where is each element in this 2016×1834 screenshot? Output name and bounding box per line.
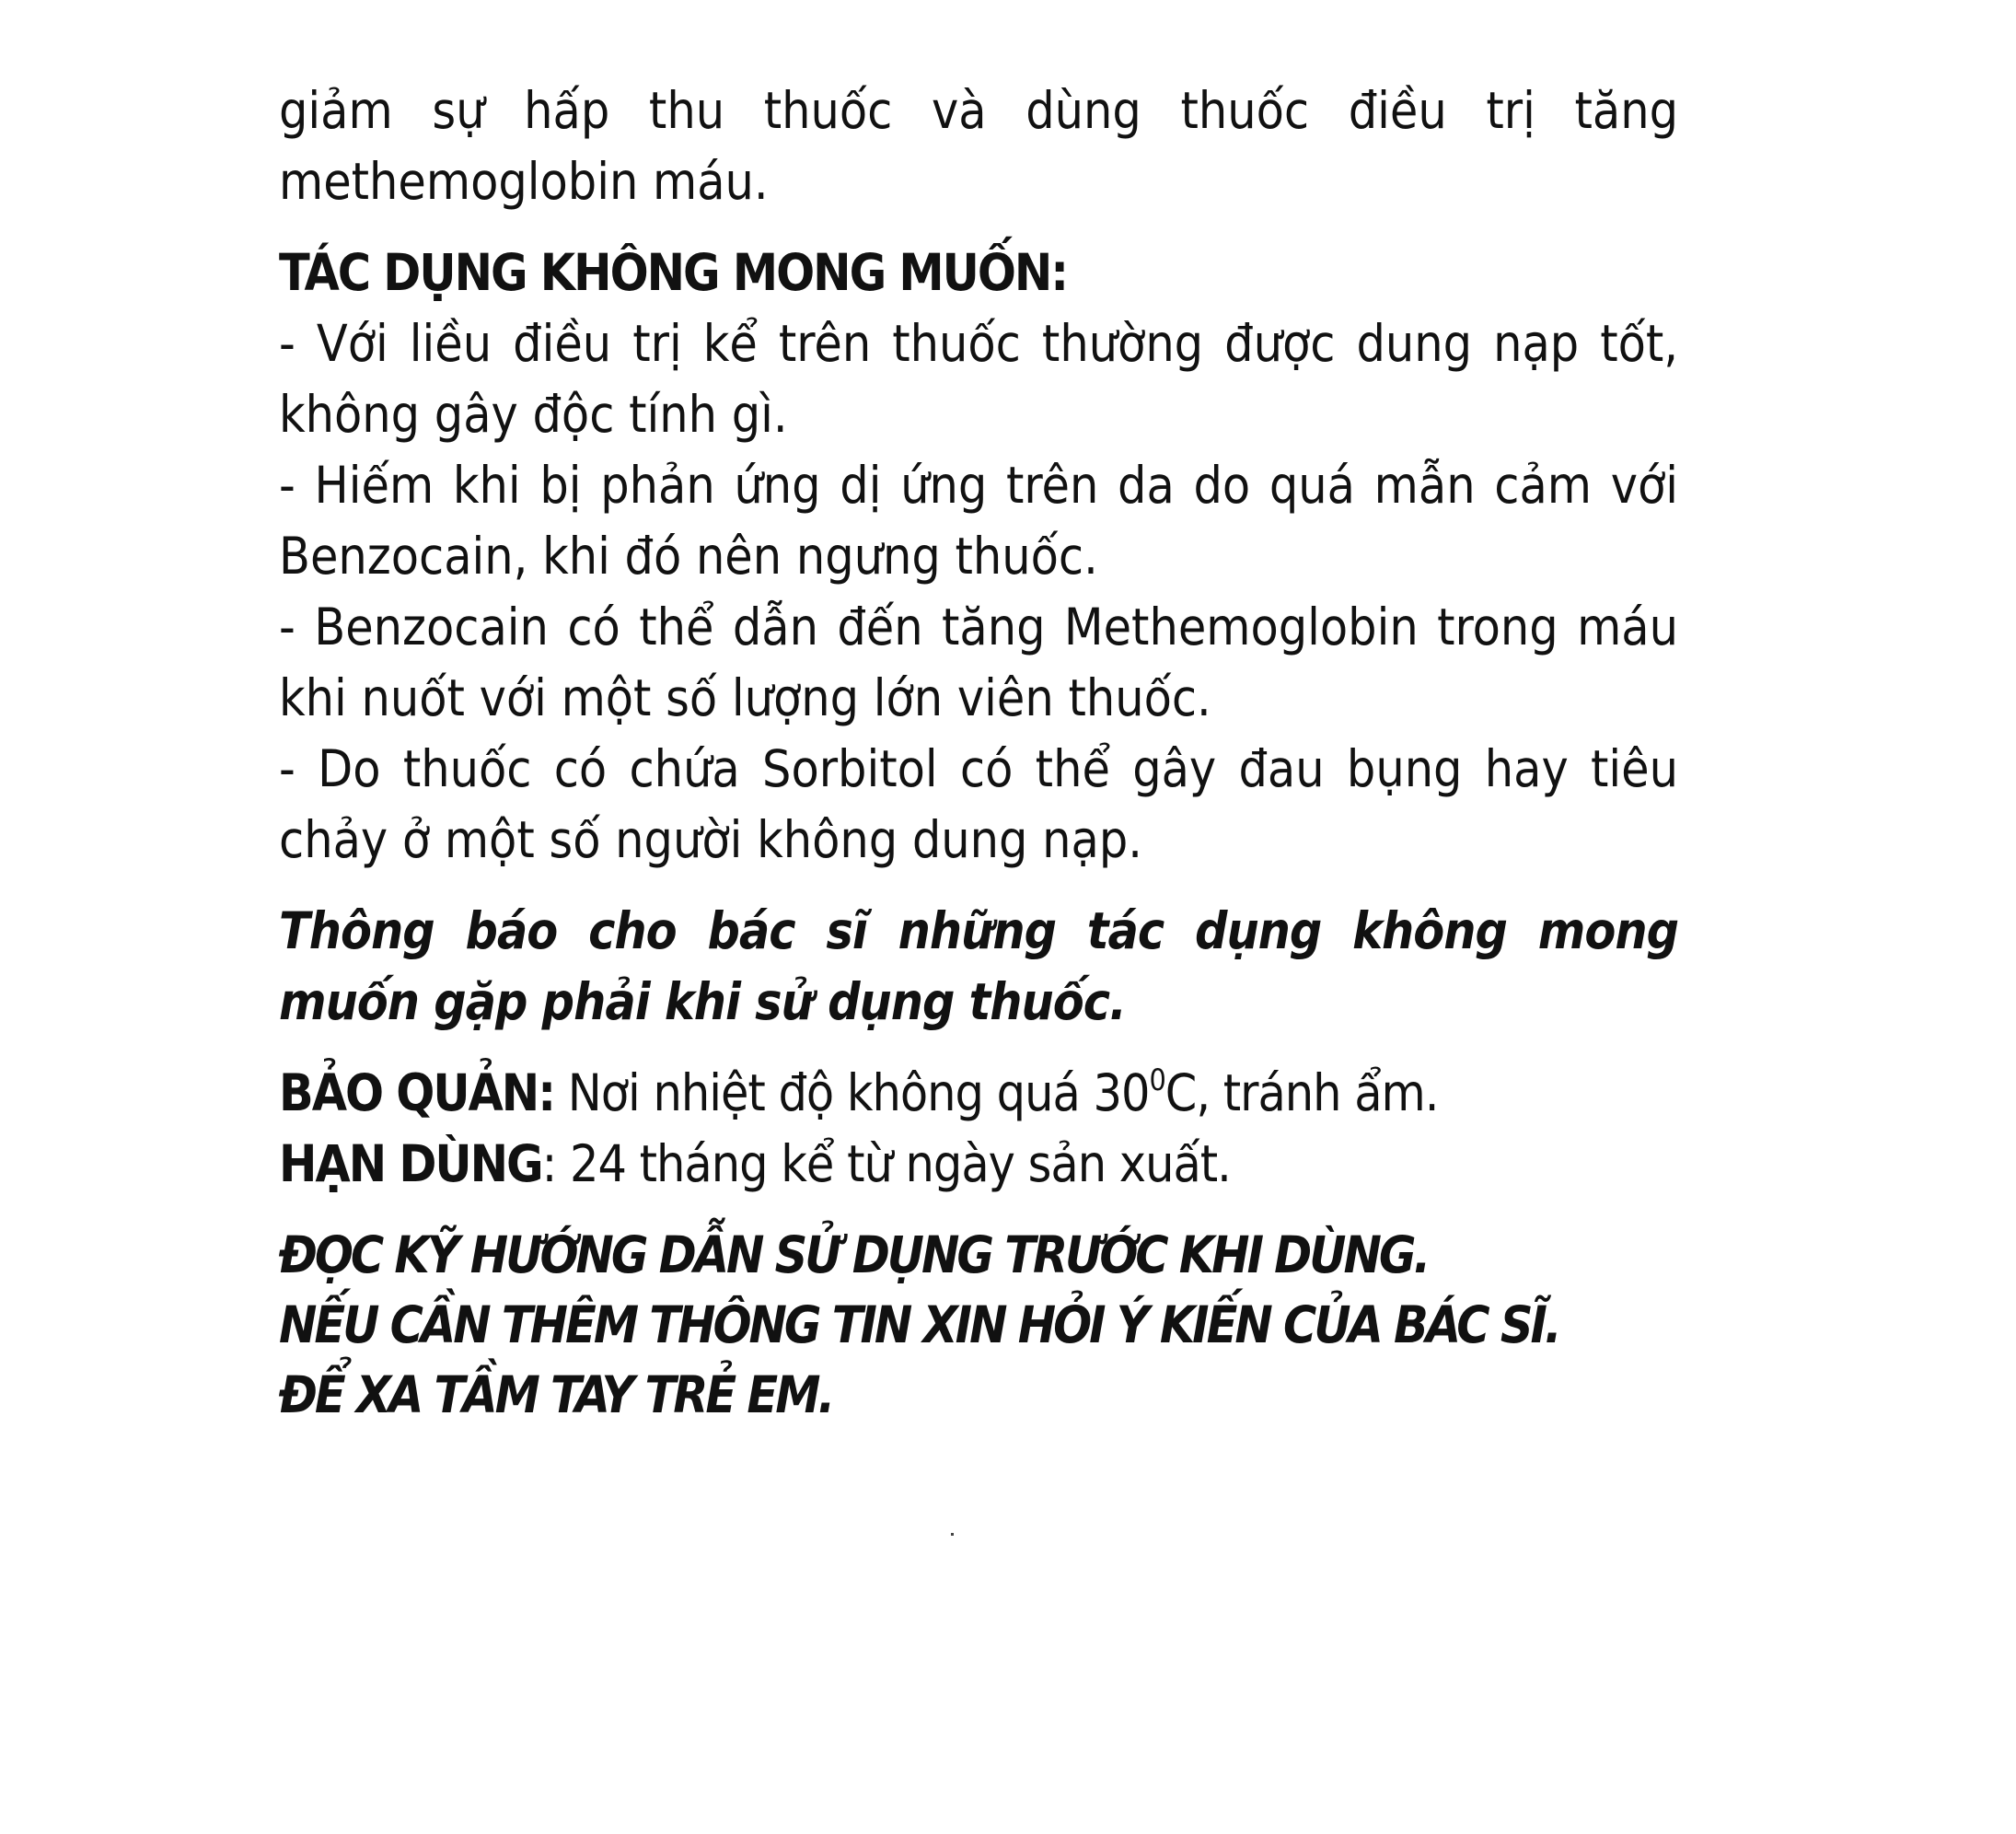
warning-line: ĐỂ XA TẦM TAY TRẺ EM. — [279, 1365, 833, 1424]
expiry-line — [279, 1129, 1678, 1200]
side-effect-item: - Benzocain có thể dẫn đến tăng Methemoglobin trong máu khi nuốt với một số lượng lớn viên thuốc. — [279, 598, 1678, 727]
storage-text-end: C, tránh ẩm. — [1164, 1063, 1439, 1122]
degree-superscript: 0 — [1149, 1062, 1165, 1097]
intro-paragraph: giảm sự hấp thu thuốc và dùng thuốc điều trị tăng methemoglobin máu. — [279, 81, 1678, 211]
storage-text: Nơi nhiệt độ không quá 30 — [554, 1063, 1150, 1122]
side-effects-section — [279, 238, 1678, 876]
side-effect-item: - Hiếm khi bị phản ứng dị ứng trên da do quá mẫn cảm với Benzocain, khi đó nên ngưng thuốc. — [279, 456, 1678, 586]
expiry-text: : 24 tháng kể từ ngày sản xuất. — [541, 1134, 1231, 1193]
side-effect-item: - Với liều điều trị kể trên thuốc thường được dung nạp tốt, không gây độc tính gì. — [279, 314, 1678, 444]
leaflet-page — [279, 75, 1678, 1430]
side-effects-heading: TÁC DỤNG KHÔNG MONG MUỐN: — [279, 243, 1068, 302]
scan-speck — [951, 1533, 954, 1536]
warnings-section — [279, 1220, 1678, 1430]
warning-line: ĐỌC KỸ HƯỚNG DẪN SỬ DỤNG TRƯỚC KHI DÙNG. — [279, 1225, 1429, 1284]
warning-line: NẾU CẦN THÊM THÔNG TIN XIN HỎI Ý KIẾN CỦA BÁC SĨ. — [279, 1295, 1559, 1354]
expiry-label: HẠN DÙNG — [279, 1134, 542, 1193]
storage-label: BẢO QUẢN: — [279, 1063, 555, 1122]
side-effects-notice: Thông báo cho bác sĩ những tác dụng không mong muốn gặp phải khi sử dụng thuốc. — [279, 901, 1678, 1031]
storage-expiry-section — [279, 1058, 1678, 1200]
storage-line — [279, 1058, 1678, 1129]
side-effect-item: - Do thuốc có chứa Sorbitol có thể gây đau bụng hay tiêu chảy ở một số người không dung nạp. — [279, 739, 1678, 869]
